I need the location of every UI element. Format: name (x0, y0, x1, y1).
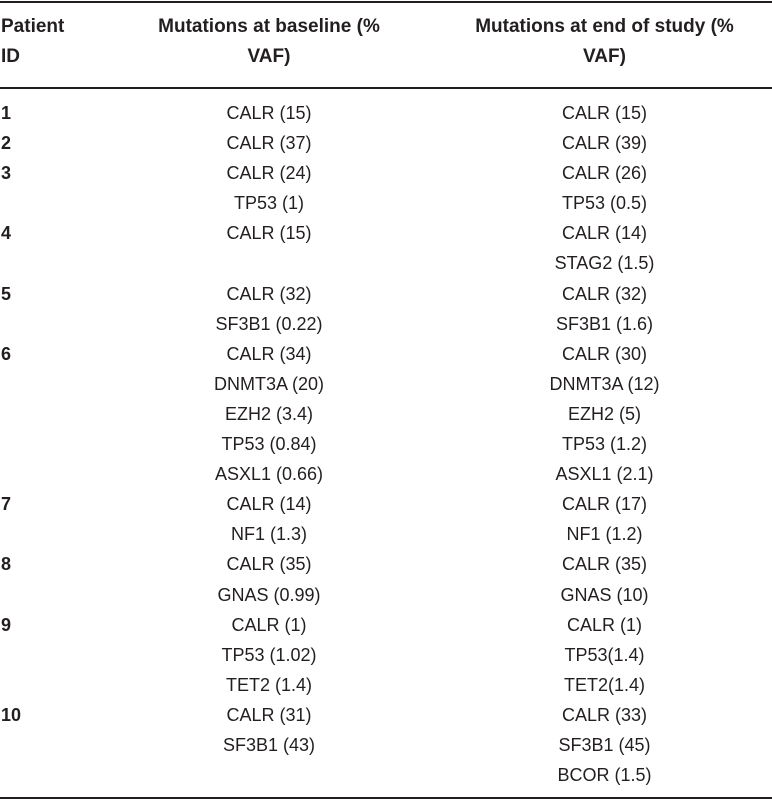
cell-patient-id: 9 (1, 614, 12, 635)
cell-end-of-study: CALR (35) (561, 554, 648, 575)
cell-baseline: CALR (15) (226, 223, 312, 244)
cell-end-of-study: CALR (26) (561, 163, 648, 184)
table-row (0, 369, 772, 399)
cell-baseline: CALR (37) (226, 133, 312, 154)
table-row (0, 610, 772, 640)
cell-baseline: DNMT3A (20) (213, 373, 325, 394)
table-row (0, 580, 772, 610)
table-row (0, 670, 772, 700)
cell-patient-id: 4 (1, 223, 12, 244)
header-baseline: Mutations at baseline (% VAF) (158, 16, 380, 67)
cell-patient-id: 10 (1, 704, 22, 725)
table-row (0, 188, 772, 218)
cell-end-of-study: TP53 (1.2) (561, 434, 648, 455)
table-row (0, 459, 772, 489)
cell-baseline: CALR (24) (226, 163, 312, 184)
cell-baseline: TP53 (0.84) (221, 434, 317, 455)
cell-end-of-study: CALR (14) (561, 223, 648, 244)
cell-end-of-study: DNMT3A (12) (549, 373, 660, 394)
cell-baseline: TET2 (1.4) (225, 674, 313, 695)
cell-baseline: CALR (35) (226, 554, 312, 575)
cell-end-of-study: CALR (33) (561, 704, 648, 725)
table-row (0, 98, 772, 128)
table-row (0, 128, 772, 158)
cell-end-of-study: SF3B1 (45) (558, 734, 651, 755)
table-row (0, 218, 772, 248)
cell-baseline: CALR (15) (226, 103, 312, 123)
cell-end-of-study: TP53(1.4) (564, 644, 645, 665)
header-end-of-study: Mutations at end of study (% VAF) (475, 16, 734, 67)
cell-baseline: CALR (31) (226, 704, 312, 725)
cell-end-of-study: CALR (32) (561, 283, 648, 304)
cell-patient-id: 8 (1, 554, 12, 575)
cell-baseline: SF3B1 (0.22) (215, 313, 323, 334)
table-row (0, 309, 772, 339)
header-patient-id: Patient ID (1, 16, 65, 67)
table-top-rule (0, 1, 772, 3)
table-row (0, 279, 772, 309)
cell-baseline: CALR (1) (231, 614, 307, 635)
cell-patient-id: 1 (1, 103, 12, 123)
cell-end-of-study: CALR (39) (561, 133, 648, 154)
cell-end-of-study: SF3B1 (1.6) (555, 313, 654, 334)
cell-baseline: TP53 (1.02) (221, 644, 317, 665)
cell-end-of-study: CALR (30) (561, 343, 648, 364)
table-bottom-rule (0, 797, 772, 799)
cell-end-of-study: TP53 (0.5) (561, 193, 648, 214)
table-row (0, 640, 772, 670)
cell-end-of-study: CALR (15) (561, 103, 648, 123)
table-row (0, 158, 772, 188)
table-body (0, 98, 772, 790)
table-row (0, 399, 772, 429)
cell-baseline: SF3B1 (43) (222, 734, 316, 755)
table-row (0, 339, 772, 369)
cell-end-of-study: NF1 (1.2) (566, 524, 643, 545)
header-rule (0, 87, 772, 89)
cell-patient-id: 6 (1, 343, 12, 364)
cell-patient-id: 5 (1, 283, 12, 304)
cell-end-of-study: BCOR (1.5) (557, 765, 652, 786)
table-row (0, 429, 772, 459)
table-row (0, 700, 772, 730)
cell-patient-id: 3 (1, 163, 12, 184)
cell-baseline: EZH2 (3.4) (224, 403, 314, 424)
cell-end-of-study: CALR (1) (566, 614, 642, 635)
cell-baseline: ASXL1 (0.66) (214, 464, 324, 485)
cell-end-of-study: ASXL1 (2.1) (555, 464, 654, 485)
cell-baseline: CALR (32) (226, 283, 312, 304)
table-row (0, 730, 772, 760)
table-row (0, 519, 772, 549)
cell-baseline: CALR (14) (226, 494, 312, 515)
cell-baseline: GNAS (0.99) (217, 584, 321, 605)
cell-end-of-study: CALR (17) (561, 494, 648, 515)
table-row (0, 760, 772, 790)
cell-baseline: TP53 (1) (233, 193, 305, 214)
cell-patient-id: 7 (1, 494, 12, 515)
cell-end-of-study: TET2(1.4) (563, 674, 646, 695)
table-row (0, 248, 772, 278)
cell-end-of-study: EZH2 (5) (567, 403, 641, 424)
table-row (0, 549, 772, 579)
cell-baseline: CALR (34) (226, 343, 312, 364)
cell-end-of-study: GNAS (10) (560, 584, 649, 605)
cell-baseline: NF1 (1.3) (230, 524, 308, 545)
table-row (0, 489, 772, 519)
cell-patient-id: 2 (1, 133, 12, 154)
cell-end-of-study: STAG2 (1.5) (554, 253, 655, 274)
